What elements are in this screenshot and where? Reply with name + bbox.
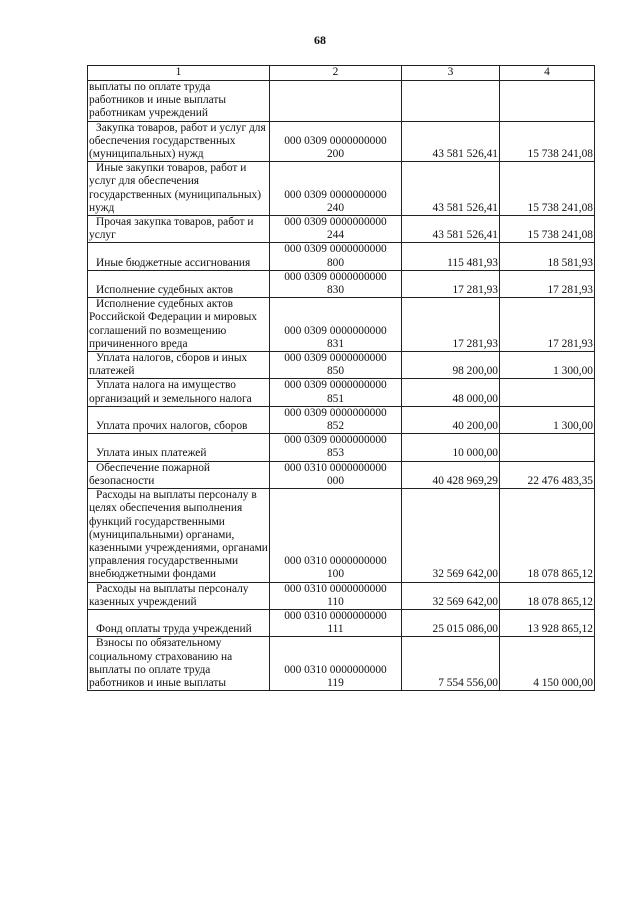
value-col3: 25 015 086,00 <box>402 609 500 636</box>
page-number: 68 <box>314 33 326 47</box>
row-name: Исполнение судебных актов <box>88 270 270 297</box>
value-col4: 22 476 483,35 <box>500 461 595 488</box>
code-main: 000 0309 0000000000 <box>284 434 387 447</box>
row-name: выплаты по оплате труда работников и иные выплаты работникам учреждений <box>88 81 270 122</box>
code-expense-type: 100 <box>326 568 345 581</box>
row-code <box>270 298 402 352</box>
value-col4: 4 150 000,00 <box>500 637 595 691</box>
value-col4: 15 738 241,08 <box>500 216 595 243</box>
code-main: 000 0309 0000000000 <box>284 188 387 201</box>
code-expense-type: 800 <box>326 256 345 269</box>
value-col4: 13 928 865,12 <box>500 609 595 636</box>
value-col3: 17 281,93 <box>402 270 500 297</box>
code-expense-type: 852 <box>326 420 345 433</box>
value-col4: 18 078 865,12 <box>500 582 595 609</box>
row-code <box>270 609 402 636</box>
table-row <box>88 352 595 379</box>
row-name: Уплата иных платежей <box>88 434 270 461</box>
column-header: 1 <box>88 66 270 81</box>
row-name: Иные закупки товаров, работ и услуг для обеспечения государственных (муниципальных) нужд <box>88 162 270 216</box>
table-row <box>88 379 595 406</box>
code-main: 000 0309 0000000000 <box>284 379 387 392</box>
code-main: 000 0309 0000000000 <box>284 134 387 147</box>
row-name: Фонд оплаты труда учреждений <box>88 609 270 636</box>
value-col4 <box>500 379 595 406</box>
row-name: Расходы на выплаты персоналу казенных учреждений <box>88 582 270 609</box>
budget-table <box>87 65 595 691</box>
code-main: 000 0309 0000000000 <box>284 216 387 229</box>
value-col3: 7 554 556,00 <box>402 637 500 691</box>
code-expense-type: 853 <box>326 447 345 460</box>
value-col3: 43 581 526,41 <box>402 121 500 162</box>
code-main: 000 0309 0000000000 <box>284 406 387 419</box>
code-main: 000 0310 0000000000 <box>284 555 387 568</box>
row-code <box>270 489 402 582</box>
table-row <box>88 637 595 691</box>
row-name: Взносы по обязательному социальному страхованию на выплаты по оплате труда работников и иные выплаты <box>88 637 270 691</box>
value-col4: 15 738 241,08 <box>500 162 595 216</box>
table-row <box>88 489 595 582</box>
value-col3: 43 581 526,41 <box>402 216 500 243</box>
value-col3 <box>402 81 500 122</box>
code-expense-type: 240 <box>326 201 345 214</box>
code-expense-type: 200 <box>326 148 345 161</box>
code-main: 000 0310 0000000000 <box>284 582 387 595</box>
value-col4: 18 581,93 <box>500 243 595 270</box>
value-col4: 17 281,93 <box>500 298 595 352</box>
table-row <box>88 81 595 122</box>
header-row <box>88 66 595 81</box>
row-name: Уплата прочих налогов, сборов <box>88 406 270 433</box>
row-name: Расходы на выплаты персоналу в целях обеспечения выполнения функций государственными (муниципальными) органами, казенными учреждениями, органами управления государственными внебюджетными фондами <box>89 489 268 581</box>
table-row <box>88 434 595 461</box>
value-col4: 15 738 241,08 <box>500 121 595 162</box>
row-code <box>270 216 402 243</box>
value-col4: 1 300,00 <box>500 352 595 379</box>
value-col3: 40 200,00 <box>402 406 500 433</box>
row-code <box>270 406 402 433</box>
value-col3: 17 281,93 <box>402 298 500 352</box>
value-col3: 43 581 526,41 <box>402 162 500 216</box>
value-col4: 1 300,00 <box>500 406 595 433</box>
row-name: Закупка товаров, работ и услуг для обеспечения государственных (муниципальных) нужд <box>88 121 270 162</box>
row-code <box>270 352 402 379</box>
row-code <box>270 162 402 216</box>
table-row <box>88 270 595 297</box>
table-row <box>88 461 595 488</box>
row-code <box>270 243 402 270</box>
value-col3: 32 569 642,00 <box>402 489 500 582</box>
code-main: 000 0309 0000000000 <box>284 243 387 256</box>
table-row <box>88 406 595 433</box>
row-name: Уплата налогов, сборов и иных платежей <box>88 352 270 379</box>
code-main: 000 0309 0000000000 <box>284 270 387 283</box>
row-name: Прочая закупка товаров, работ и услуг <box>88 216 270 243</box>
row-name: Обеспечение пожарной безопасности <box>88 461 270 488</box>
value-col3: 115 481,93 <box>402 243 500 270</box>
table-row <box>88 298 595 352</box>
row-code <box>270 379 402 406</box>
column-header: 4 <box>500 66 595 81</box>
code-expense-type: 119 <box>327 676 344 689</box>
table-row <box>88 582 595 609</box>
code-expense-type: 244 <box>326 229 345 242</box>
row-code <box>270 434 402 461</box>
code-expense-type: 110 <box>327 595 344 608</box>
row-name: Исполнение судебных актов Российской Федерации и мировых соглашений по возмещению причиненного вреда <box>88 298 270 352</box>
column-header: 2 <box>270 66 402 81</box>
code-main: 000 0309 0000000000 <box>284 324 387 337</box>
code-main: 000 0310 0000000000 <box>284 609 387 622</box>
table-row <box>88 216 595 243</box>
row-name: Уплата налога на имущество организаций и земельного налога <box>88 379 270 406</box>
table-body <box>88 81 595 691</box>
code-expense-type: 831 <box>326 337 345 350</box>
row-code <box>270 270 402 297</box>
value-col4: 17 281,93 <box>500 270 595 297</box>
code-expense-type: 851 <box>326 392 345 405</box>
code-expense-type: 000 <box>326 474 345 487</box>
column-header: 3 <box>402 66 500 81</box>
value-col3: 98 200,00 <box>402 352 500 379</box>
code-expense-type: 850 <box>326 365 345 378</box>
row-code <box>270 637 402 691</box>
table-row <box>88 121 595 162</box>
value-col3: 10 000,00 <box>402 434 500 461</box>
table-row <box>88 243 595 270</box>
row-code <box>270 582 402 609</box>
value-col4 <box>500 81 595 122</box>
code-expense-type: 830 <box>326 284 345 297</box>
code-expense-type: 111 <box>327 623 344 636</box>
table-row <box>88 609 595 636</box>
value-col3: 32 569 642,00 <box>402 582 500 609</box>
code-main: 000 0310 0000000000 <box>284 663 387 676</box>
value-col3: 48 000,00 <box>402 379 500 406</box>
value-col4: 18 078 865,12 <box>500 489 595 582</box>
row-code <box>270 81 402 122</box>
code-main: 000 0309 0000000000 <box>284 352 387 365</box>
value-col3: 40 428 969,29 <box>402 461 500 488</box>
code-main: 000 0310 0000000000 <box>284 461 387 474</box>
row-code <box>270 461 402 488</box>
row-code <box>270 121 402 162</box>
row-name: Иные бюджетные ассигнования <box>88 243 270 270</box>
table-row <box>88 162 595 216</box>
value-col4 <box>500 434 595 461</box>
